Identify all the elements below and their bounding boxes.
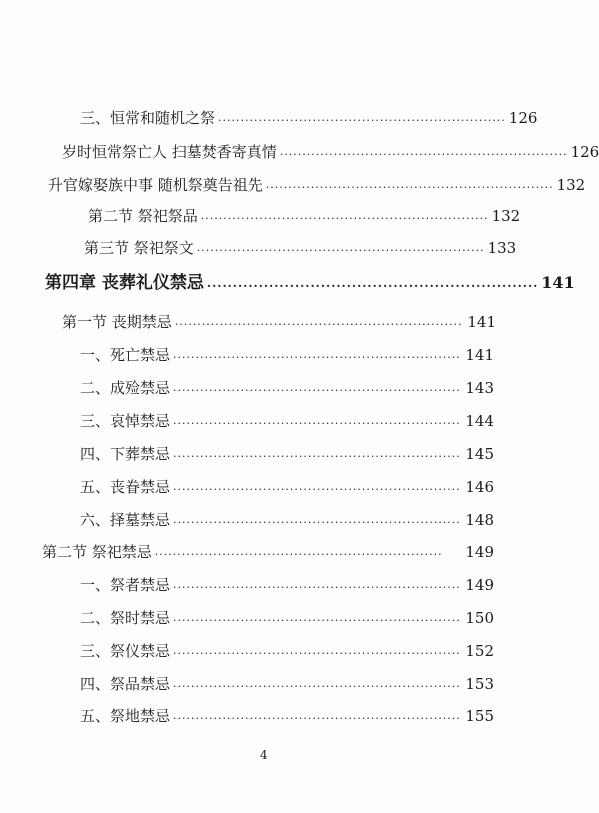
chapter-entry [45,273,575,293]
toc-entry-page: 132 [491,207,521,225]
toc-entry-label: 四、下葬禁忌 [80,445,171,463]
leader-dots: ································································ [173,384,461,397]
leader-dots: ································································ [265,181,554,194]
toc-entry-page: 141 [465,346,494,364]
toc-entry-page: 150 [465,609,494,627]
toc-entry-page: 126 [570,143,599,161]
toc-entry [80,575,494,595]
page-number: 4 [260,748,268,762]
leader-dots: ································································ [154,548,443,561]
toc-entry-label: 升官嫁娶族中事 随机祭奠告祖先 [48,176,263,194]
toc-entry-label: 第二节 祭祀禁忌 [42,543,152,561]
leader-dots: ································································ [173,351,461,364]
toc-entry [80,378,494,398]
toc-entry-page: 132 [556,176,586,194]
leader-dots: ································································ [173,680,461,693]
toc-entry-page: 145 [465,445,494,463]
toc-entry-label: 六、择墓禁忌 [80,511,171,529]
toc-entry-label: 岁时恒常祭亡人 扫墓焚香寄真情 [62,143,277,161]
leader-dots: ································································ [218,114,506,127]
toc-entry-label: 第二节 祭祀祭品 [88,207,198,225]
toc-entry-page: 141 [541,273,575,292]
toc-entry-label: 二、祭时禁忌 [80,609,171,627]
toc-entry [80,510,494,530]
leader-dots: ································································ [174,318,463,331]
leader-dots: ································································ [173,417,461,430]
toc-entry-page: 155 [465,707,494,725]
toc-entry-page: 143 [465,379,494,397]
toc-entry [80,108,538,128]
toc-entry-label: 一、死亡禁忌 [80,346,171,364]
toc-entry-page: 149 [465,543,494,561]
toc-entry-label: 第四章 丧葬礼仪禁忌 [45,273,204,293]
toc-entry [80,641,494,661]
leader-dots: ································································ [173,483,461,496]
toc-entry-label: 三、恒常和随机之祭 [80,109,216,127]
toc-entry-label: 三、祭仪禁忌 [80,642,171,660]
leader-dots: ································································ [173,516,461,529]
toc-entry [80,345,494,365]
toc-entry [62,312,496,332]
leader-dots: ································································ [173,450,461,463]
toc-entry-label: 五、丧眷禁忌 [80,478,171,496]
toc-entry-label: 一、祭者禁忌 [80,576,171,594]
toc-entry [42,542,494,562]
leader-dots: ································································ [173,614,461,627]
toc-entry-page: 141 [467,313,496,331]
toc-entry [88,206,521,226]
toc-entry [80,411,494,431]
toc-entry-label: 第三节 祭祀祭文 [84,239,194,257]
toc-entry-label: 三、哀悼禁忌 [80,412,171,430]
toc-entry-label: 四、祭品禁忌 [80,675,171,693]
leader-dots: ································································ [196,244,485,257]
toc-entry-page: 153 [465,675,494,693]
leader-dots: ································································ [206,279,539,293]
leader-dots: ································································ [200,212,489,225]
leader-dots: ································································ [173,647,461,660]
toc-entry-label: 五、祭地禁忌 [80,707,171,725]
toc-entry [48,175,586,195]
toc-entry-label: 第一节 丧期禁忌 [62,313,172,331]
toc-entry-label: 二、成殓禁忌 [80,379,171,397]
toc-entry-page: 148 [465,511,494,529]
toc-entry [80,477,494,497]
leader-dots: ································································ [279,148,568,161]
toc-entry [84,238,517,258]
leader-dots: ································································ [173,712,461,725]
toc-entry-page: 144 [465,412,494,430]
toc-entry-page: 133 [487,239,517,257]
toc-entry [62,142,599,162]
leader-dots: ································································ [173,581,461,594]
toc-entry-page: 126 [508,109,538,127]
toc-entry [80,444,494,464]
toc-entry-page: 152 [465,642,494,660]
toc-entry [80,674,494,694]
toc-entry-page: 146 [465,478,494,496]
toc-entry-page: 149 [465,576,494,594]
toc-entry [80,706,494,726]
toc-entry [80,608,494,628]
